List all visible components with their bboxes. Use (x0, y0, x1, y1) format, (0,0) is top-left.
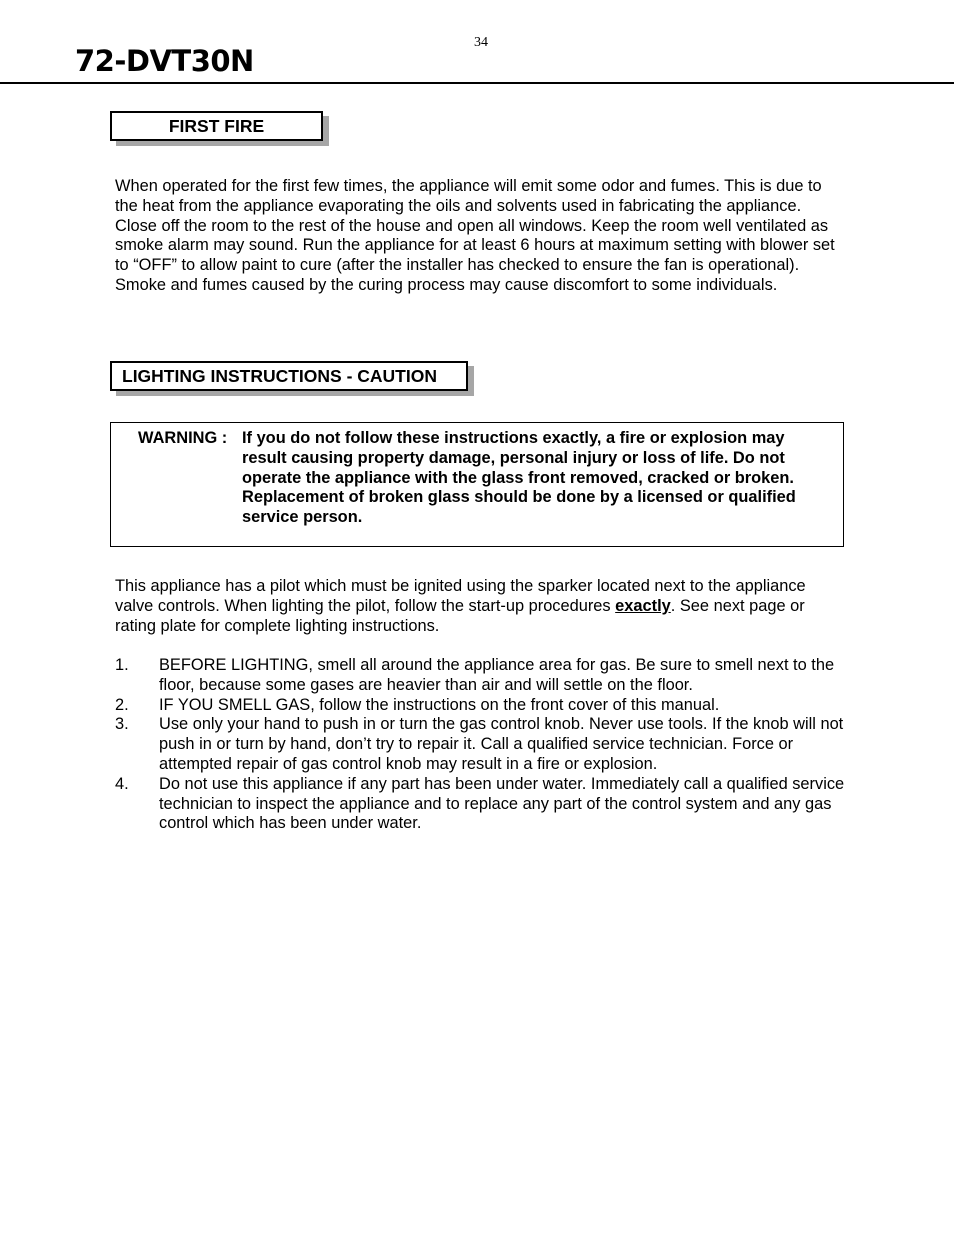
warning-text: If you do not follow these instructions exactly, a fire or explosion may result causing property damage, personal injury or loss of life. Do not operate the appliance with the glass front removed, cracked or broken. Replacement of broken glass should be done by a licensed or qualified service person. (242, 429, 796, 527)
step-number: 3. (115, 715, 129, 734)
step-text: Do not use this appliance if any part has been under water. Immediately call a qualified service technician to inspect the appliance and to replace any part of the control system and any gas control which has been under water. (159, 774, 845, 833)
step-text: BEFORE LIGHTING, smell all around the appliance area for gas. Be sure to smell next to the floor, because some gases are heavier than air and will settle on the floor. (159, 656, 835, 694)
step-text: Use only your hand to push in or turn the gas control knob. Never use tools. If the knob will not push in or turn by hand, don’t try to repair it. Call a qualified service technician. Force or attempted repair of gas control knob may result in a fire or explosion. (159, 715, 844, 773)
warning-box (110, 422, 844, 547)
pilot-intro-tail: . See next page or rating plate for complete lighting instructions. (115, 596, 805, 635)
lighting-steps-list (115, 656, 845, 834)
header-rule (0, 82, 954, 84)
step-number: 4. (115, 774, 129, 793)
list-item (115, 715, 845, 774)
list-item (115, 656, 845, 696)
list-item (115, 775, 845, 834)
model-title: 72-DVT30N (75, 44, 254, 78)
exactly-emphasis: exactly (615, 596, 671, 615)
page-number: 34 (474, 35, 488, 50)
step-number: 2. (115, 695, 129, 714)
step-number: 1. (115, 656, 129, 674)
first-fire-paragraph: When operated for the first few times, the appliance will emit some odor and fumes. This is due to the heat from the appliance evaporating the oils and solvents used in fabricating the appliance. Close off the room to the rest of the house and open all windows. Keep the room well ventilated as smoke alarm may sound. Run the appliance for at least 6 hours at maximum setting with blower set to “OFF” to allow paint to cure (after the installer has checked to ensure the fan is operational). Smoke and fumes caused by the curing process may cause discomfort to some individuals. (115, 177, 835, 294)
step-text: IF YOU SMELL GAS, follow the instructions on the front cover of this manual. (159, 695, 720, 714)
lighting-instructions-heading: LIGHTING INSTRUCTIONS - CAUTION (110, 361, 468, 391)
pilot-intro-paragraph (115, 577, 845, 636)
warning-label: WARNING : (138, 429, 228, 447)
first-fire-heading: FIRST FIRE (110, 111, 323, 141)
list-item (115, 696, 845, 716)
pilot-intro-text: This appliance has a pilot which must be ignited using the sparker located next to the appliance valve controls. When lighting the pilot, follow the start-up procedures (115, 577, 806, 615)
